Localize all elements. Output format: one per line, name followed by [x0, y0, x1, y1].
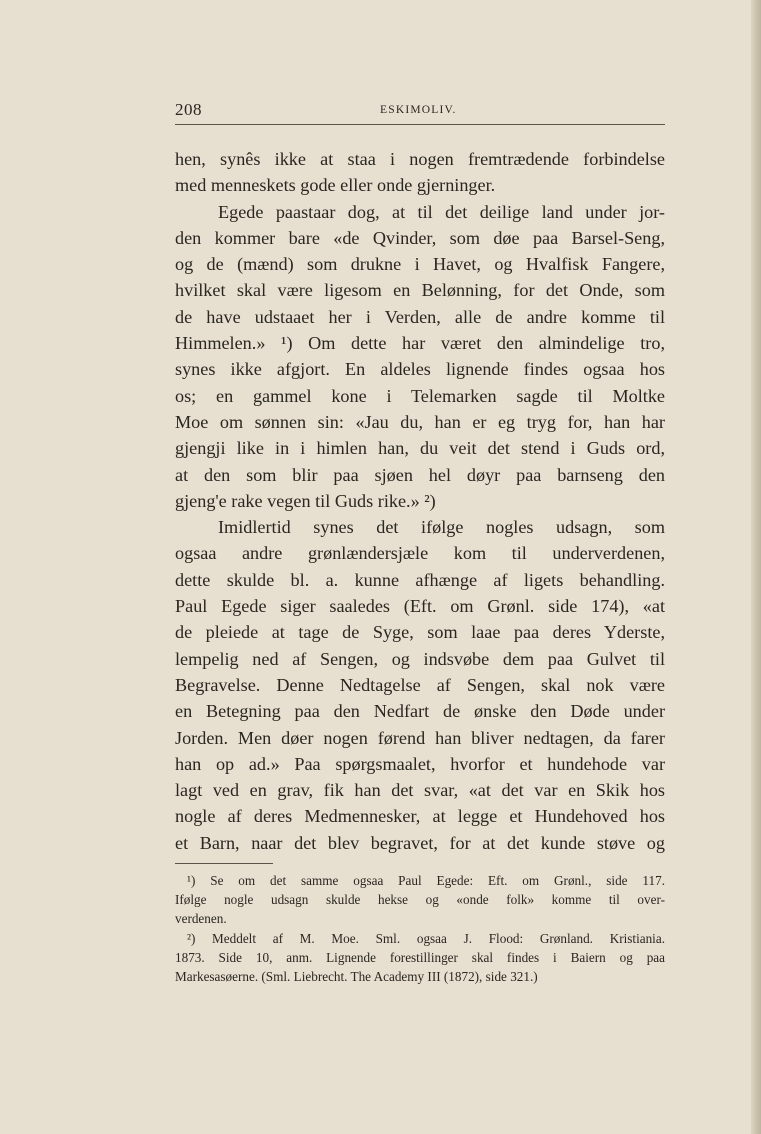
text-line: de pleiede at tage de Syge, som laae paa deres Yderste, — [175, 622, 665, 643]
footnote-divider — [175, 863, 273, 864]
page-edge-shadow — [751, 0, 761, 1134]
page-header — [175, 100, 665, 125]
footnote-1-line: Ifølge nogle udsagn skulde hekse og «onde folk» komme til over- — [175, 892, 665, 908]
running-head: ESKIMOLIV. — [380, 104, 457, 116]
text-line: den kommer bare «de Qvinder, som døe paa Barsel-Seng, — [175, 227, 665, 248]
text-line: gjeng'e rake vegen til Guds rike.» ²) — [175, 490, 436, 511]
text-line: at den som blir paa sjøen hel døyr paa barnseng den — [175, 464, 665, 485]
text-line: synes ikke afgjort. En aldeles lignende findes ogsaa hos — [175, 359, 665, 380]
text-line: hvilket skal være ligesom en Belønning, for det Onde, som — [175, 280, 665, 301]
text-line: ogsaa andre grønlændersjæle kom til underverdenen, — [175, 543, 665, 564]
text-line: med menneskets gode eller onde gjerninger. — [175, 175, 496, 196]
text-line: Jorden. Men døer nogen førend han bliver nedtagen, da farer — [175, 727, 665, 748]
text-line: lagt ved en grav, fik han det svar, «at det var en Skik hos — [175, 780, 665, 801]
footnotes — [175, 871, 665, 986]
text-line: et Barn, naar det blev begravet, for at det kunde støve og — [175, 832, 665, 853]
text-line: og de (mænd) som drukne i Havet, og Hvalfisk Fangere, — [175, 254, 665, 275]
body-text — [175, 146, 665, 856]
footnote-2-line: ²) Meddelt af M. Moe. Sml. ogsaa J. Flood: Grønland. Kristiania. — [187, 930, 665, 946]
text-line: dette skulde bl. a. kunne afhænge af ligets behandling. — [175, 569, 665, 590]
text-line: Egede paastaar dog, at til det deilige land under jor- — [218, 201, 665, 222]
footnote-2-line: Markesasøerne. (Sml. Liebrecht. The Academy III (1872), side 321.) — [175, 968, 538, 984]
page-number: 208 — [175, 100, 202, 119]
text-line: Begravelse. Denne Nedtagelse af Sengen, skal nok være — [175, 674, 665, 695]
text-line: Paul Egede siger saaledes (Eft. om Grønl. side 174), «at — [175, 596, 665, 617]
text-line: Himmelen.» ¹) Om dette har været den almindelige tro, — [175, 333, 665, 354]
text-line: gjengji like in i himlen han, du veit det stend i Guds ord, — [175, 438, 665, 459]
text-line: nogle af deres Medmennesker, at legge et Hundehoved hos — [175, 806, 665, 827]
text-line: hen, synês ikke at staa i nogen fremtrædende forbindelse — [175, 149, 665, 169]
footnote-1-line: ¹) Se om det samme ogsaa Paul Egede: Eft. om Grønl., side 117. — [187, 873, 665, 888]
text-line: os; en gammel kone i Telemarken sagde til Moltke — [175, 385, 665, 406]
text-line: lempelig ned af Sengen, og indsvøbe dem paa Gulvet til — [175, 648, 665, 669]
text-line: en Betegning paa den Nedfart de ønske den Døde under — [175, 701, 665, 722]
text-line: Imidlertid synes det ifølge nogles udsagn, som — [218, 517, 665, 538]
text-line: han op ad.» Paa spørgsmaalet, hvorfor et hundehode var — [175, 753, 665, 774]
footnote-2-line: 1873. Side 10, anm. Lignende forestillinger skal findes i Baiern og paa — [175, 949, 665, 965]
footnote-1-line: verdenen. — [175, 911, 227, 927]
text-line: Moe om sønnen sin: «Jau du, han er eg tryg for, han har — [175, 411, 665, 432]
text-line: de have udstaaet her i Verden, alle de andre komme til — [175, 306, 665, 327]
